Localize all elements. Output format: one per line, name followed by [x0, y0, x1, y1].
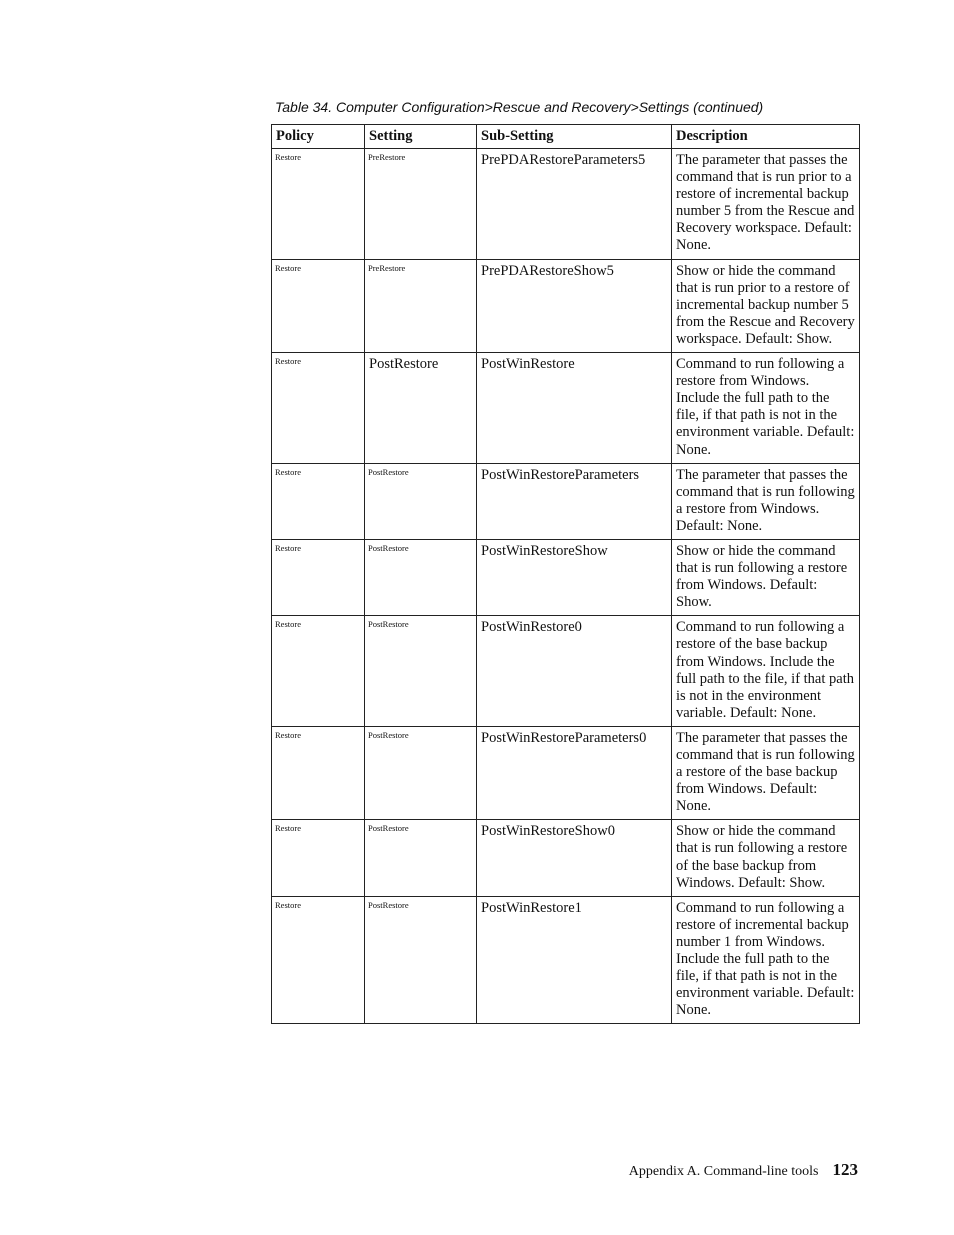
- cell-policy-text: Restore: [275, 152, 301, 162]
- cell-description-text: The parameter that passes the command that is run prior to a restore of incremental backup number 5 from the Rescue and Recovery workspace. Default: None.: [676, 152, 855, 254]
- table-row: [272, 259, 860, 352]
- header-setting: Setting: [365, 125, 477, 149]
- cell-sub-setting-text: PostWinRestore0: [481, 619, 582, 636]
- cell-description-text: Show or hide the command that is run prior to a restore of incremental backup number 5 from the Rescue and Recovery workspace. Default: Show.: [676, 262, 855, 347]
- cell-description-text: The parameter that passes the command that is run following a restore of the base backup from Windows. Default: None.: [676, 729, 855, 815]
- cell-description-text: Show or hide the command that is run following a restore of the base backup from Windows. Default: Show.: [676, 823, 848, 891]
- cell-policy: [272, 149, 365, 260]
- table-row: [272, 820, 860, 896]
- cell-sub-setting: [477, 896, 672, 1024]
- cell-setting: [365, 353, 477, 464]
- cell-policy: [272, 820, 365, 896]
- cell-policy-text: Restore: [275, 262, 301, 273]
- cell-description-text: The parameter that passes the command that is run following a restore from Windows. Default: None.: [676, 466, 855, 534]
- cell-setting: [365, 539, 477, 615]
- table-row: [272, 353, 860, 464]
- cell-description: [672, 259, 860, 352]
- cell-description: [672, 353, 860, 464]
- cell-description-text: Command to run following a restore of the base backup from Windows. Include the full path to the file, if that path is not in the environment variable. Default: None.: [676, 619, 854, 721]
- cell-setting: [365, 820, 477, 896]
- cell-description-text: Show or hide the command that is run following a restore from Windows. Default: Show.: [676, 542, 848, 611]
- footer-text: Appendix A. Command-line tools: [628, 1164, 819, 1179]
- cell-policy: [272, 463, 365, 539]
- cell-description: [672, 726, 860, 819]
- page-number: 123: [832, 1160, 858, 1179]
- cell-setting-text: PostRestore: [368, 542, 409, 553]
- cell-setting-text: PostRestore: [369, 356, 439, 373]
- cell-policy: [272, 616, 365, 727]
- cell-setting-text: PreRestore: [368, 152, 406, 162]
- cell-description: [672, 149, 860, 260]
- settings-table: [271, 124, 860, 1024]
- table-row: [272, 463, 860, 539]
- cell-sub-setting-text: PrePDARestoreShow5: [481, 262, 614, 279]
- cell-sub-setting: [477, 463, 672, 539]
- table-caption: Table 34. Computer Configuration>Rescue and Recovery>Settings (continued): [275, 99, 764, 115]
- cell-sub-setting: [477, 820, 672, 896]
- cell-sub-setting: [477, 353, 672, 464]
- cell-setting-text: PostRestore: [368, 899, 409, 910]
- table-body: [272, 149, 860, 1024]
- cell-policy-text: Restore: [275, 823, 301, 834]
- header-policy: Policy: [272, 125, 365, 149]
- table-header-row: [272, 125, 860, 149]
- cell-policy: [272, 726, 365, 819]
- cell-description-text: Command to run following a restore of incremental backup number 1 from Windows. Include the full path to the file, if that path is not in the environment variable. Default: None.: [676, 899, 855, 1019]
- cell-sub-setting-text: PrePDARestoreParameters5: [481, 152, 646, 168]
- cell-policy: [272, 896, 365, 1024]
- cell-sub-setting: [477, 539, 672, 615]
- cell-policy-text: Restore: [275, 466, 301, 477]
- cell-policy: [272, 259, 365, 352]
- table-row: [272, 149, 860, 260]
- cell-sub-setting-text: PostWinRestore1: [481, 899, 582, 916]
- cell-setting-text: PostRestore: [368, 619, 409, 630]
- cell-setting: [365, 259, 477, 352]
- header-sub-setting: Sub-Setting: [477, 125, 672, 149]
- cell-description: [672, 896, 860, 1024]
- cell-description: [672, 463, 860, 539]
- cell-setting: [365, 726, 477, 819]
- table-row: [272, 726, 860, 819]
- table-row: [272, 539, 860, 615]
- cell-description: [672, 820, 860, 896]
- table-row: [272, 896, 860, 1024]
- cell-policy-text: Restore: [275, 899, 301, 910]
- cell-description: [672, 616, 860, 727]
- cell-policy: [272, 353, 365, 464]
- cell-policy: [272, 539, 365, 615]
- cell-setting: [365, 149, 477, 260]
- cell-sub-setting-text: PostWinRestoreShow: [481, 542, 608, 559]
- cell-setting: [365, 463, 477, 539]
- cell-sub-setting: [477, 616, 672, 727]
- cell-setting: [365, 896, 477, 1024]
- cell-policy-text: Restore: [275, 729, 301, 740]
- table-row: [272, 616, 860, 727]
- cell-setting-text: PostRestore: [368, 823, 409, 834]
- cell-setting-text: PostRestore: [368, 466, 409, 477]
- header-description: Description: [672, 125, 860, 149]
- page-footer: [629, 1160, 858, 1180]
- cell-sub-setting-text: PostWinRestoreParameters0: [481, 729, 647, 746]
- cell-sub-setting-text: PostWinRestoreParameters: [481, 466, 640, 483]
- cell-description-text: Command to run following a restore from Windows. Include the full path to the file, if that path is not in the environment variable. Default: None.: [676, 356, 855, 458]
- cell-sub-setting: [477, 259, 672, 352]
- cell-setting-text: PreRestore: [368, 262, 406, 273]
- cell-sub-setting: [477, 149, 672, 260]
- cell-sub-setting-text: PostWinRestore: [481, 356, 575, 373]
- cell-setting: [365, 616, 477, 727]
- cell-sub-setting-text: PostWinRestoreShow0: [481, 823, 615, 840]
- cell-setting-text: PostRestore: [368, 729, 409, 740]
- cell-policy-text: Restore: [275, 619, 301, 630]
- cell-description: [672, 539, 860, 615]
- cell-sub-setting: [477, 726, 672, 819]
- cell-policy-text: Restore: [275, 542, 301, 553]
- cell-policy-text: Restore: [275, 356, 301, 367]
